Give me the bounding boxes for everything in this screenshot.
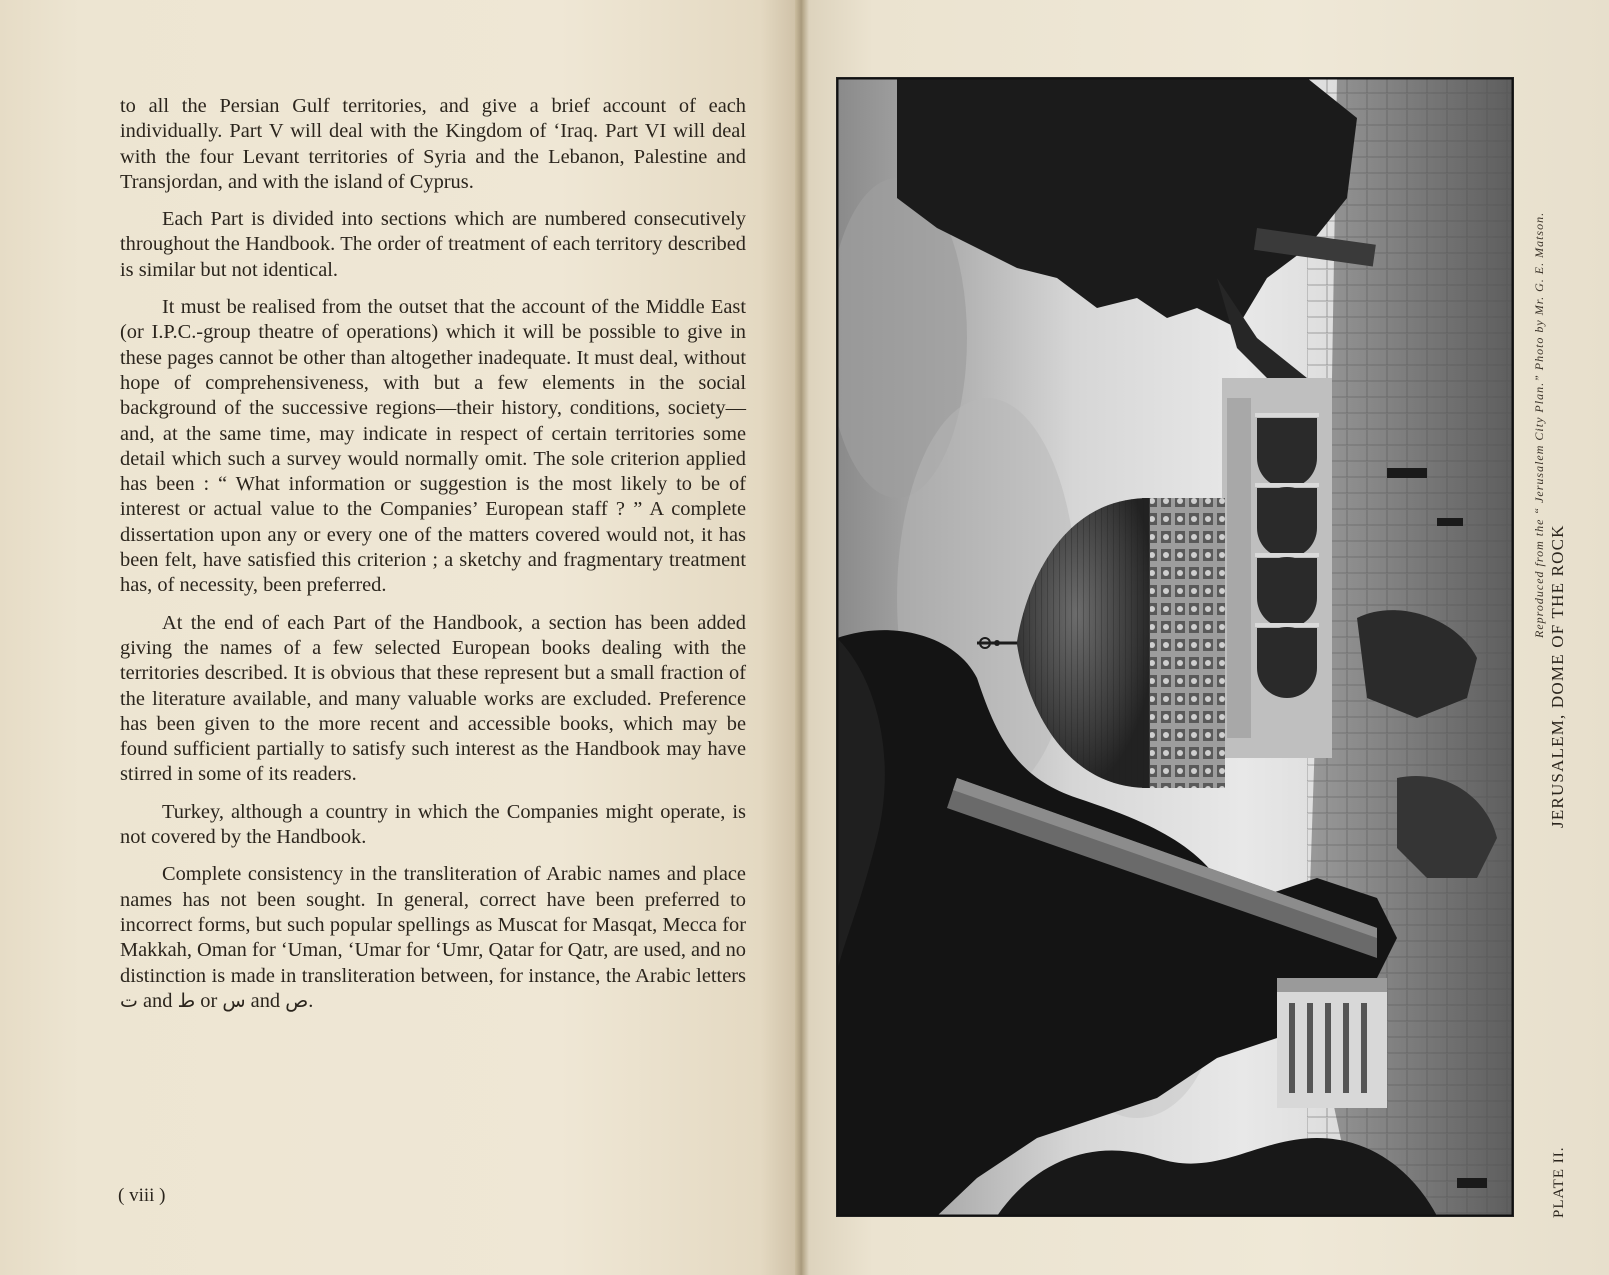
photo-illustration xyxy=(837,78,1513,1216)
paragraph-text: Complete consistency in the transliteration of Arabic names and place names has not been sought. In general, correct have been preferred to incorrect forms, but such popular spellings as Muscat for Masqat, Mecca for Makkah, Oman for ‘Uman, ‘Umar for ‘Umr, Qatar for Qatr, are used, and no distinction is made in transliteration between, for instance, the Arabic letters xyxy=(120,863,746,987)
paragraph: It must be realised from the outset that the account of the Middle East (or I.P.C.-group theatre of operations) which it will be possible to give in these pages cannot be other than altogether inadequate. It must deal, without hope of comprehensiveness, with but a few elements in the social background of the successive regions—their history, conditions, society—and, at the same time, may indicate in respect of certain territories some detail which such a survey would normally omit. The sole criterion applied has been : “ What information or suggestion is the most likely to be of interest or actual value to the Companies’ European staff ? ” A complete dissertation upon any or every one of the matters covered would not, it has been felt, have satisfied this criterion ; a sketchy and fragmentary treatment has, of necessity, been preferred. xyxy=(120,296,746,597)
dome-of-the-rock-photo xyxy=(837,78,1513,1216)
photo-credit: Reproduced from the “ Jerusalem City Plan.” Photo by Mr. G. E. Matson. xyxy=(1532,211,1546,638)
arabic-letter: ط xyxy=(177,989,196,1012)
conjunction: and xyxy=(250,989,281,1012)
paragraph: Each Part is divided into sections which are numbered consecutively throughout the Handbook. The order of treatment of each territory described is similar but not identical. xyxy=(120,208,746,281)
body-text xyxy=(120,94,746,1026)
arabic-letter: ت xyxy=(120,989,138,1012)
sentence-end: . xyxy=(308,989,314,1012)
page-number: ( viii ) xyxy=(118,1185,166,1206)
left-page xyxy=(0,0,800,1275)
paragraph: At the end of each Part of the Handbook, a section has been added giving the names of a few selected European books dealing with the territories described. It is obvious that these represent but a small fraction of the literature available, and many valuable works are excluded. Preference has been given to the more recent and accessible books, which may be found sufficient partially to satisfy such interest as the Handbook may have stirred in some of its readers. xyxy=(120,611,746,786)
book-gutter xyxy=(795,0,809,1275)
plate-caption: JERUSALEM, DOME OF THE ROCK xyxy=(1548,524,1567,828)
paragraph: Turkey, although a country in which the Companies might operate, is not covered by the Handbook. xyxy=(120,800,746,849)
conjunction: and xyxy=(143,989,173,1012)
arabic-letter: ص xyxy=(285,989,309,1012)
plate-number: PLATE II. xyxy=(1551,1146,1567,1218)
arabic-letter: س xyxy=(222,989,246,1012)
conjunction: or xyxy=(200,989,218,1012)
paragraph: to all the Persian Gulf territories, and give a brief account of each individually. Part V will deal with the Kingdom of ‘Iraq. Part VI will deal with the four Levant territories of Syria and the Lebanon, Palestine and Transjordan, and with the island of Cyprus. xyxy=(120,95,746,193)
paragraph-transliteration xyxy=(120,862,746,1014)
